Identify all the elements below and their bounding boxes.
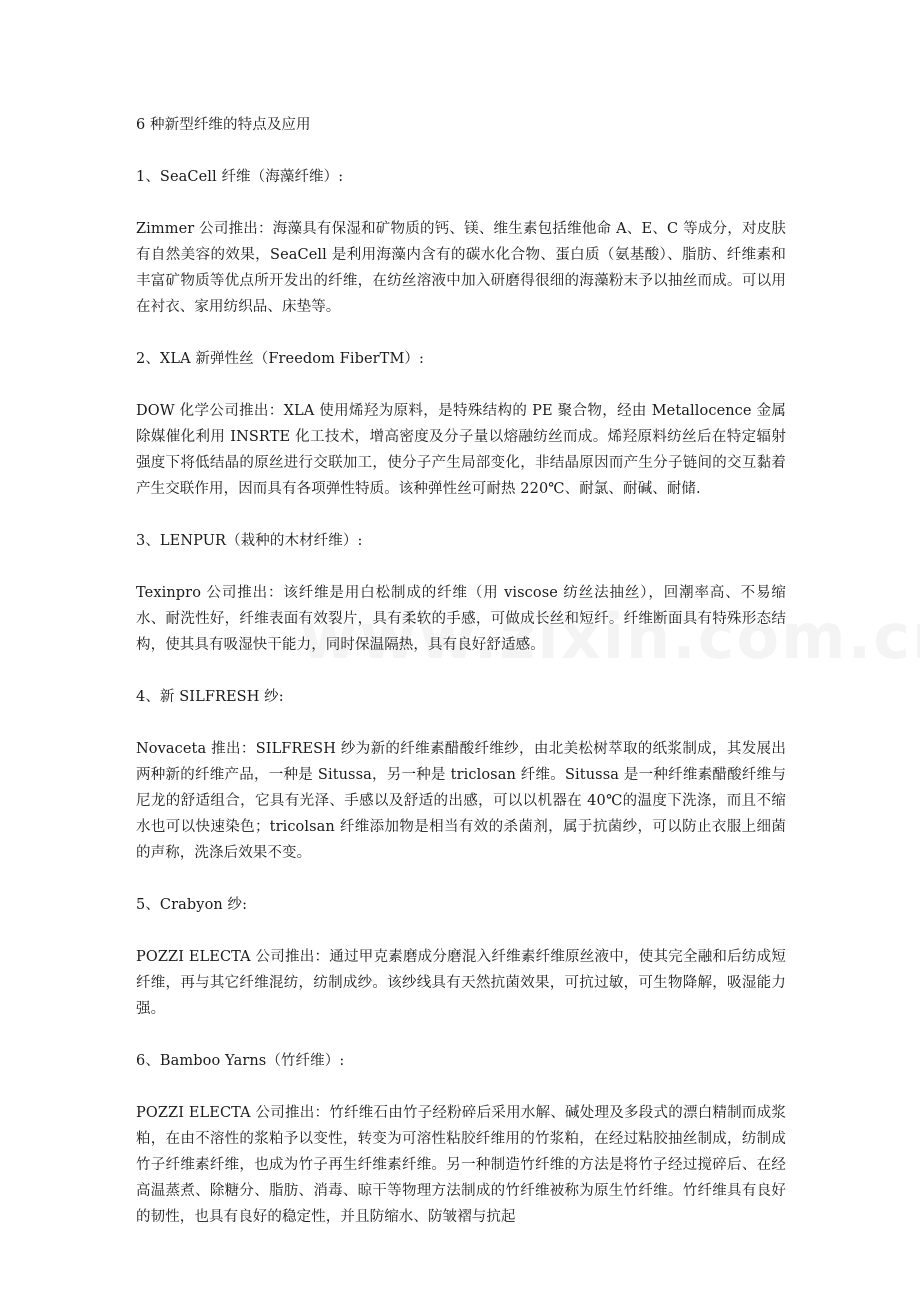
section-body: Zimmer 公司推出：海藻具有保湿和矿物质的钙、镁、维生素包括维他命 A、E、C 等成分，对皮肤有自然美容的效果，SeaCell 是利用海藻内含有的碳水化合物、蛋白质（氨基酸）、脂肪、纤维素和丰富矿物质等优点所开发出的纤维，在纺丝溶液中加入研磨得很细的海藻粉末予以抽丝而成。可以用在衬衣、家用纺织品、床垫等。 (136, 221, 786, 315)
section-body: DOW 化学公司推出：XLA 使用烯羟为原料，是特殊结构的 PE 聚合物，经由 Metallocence 金属除媒催化利用 INSRTE 化工技术，增高密度及分子量以熔融纺丝而成。烯羟原料纺丝后在特定辐射强度下将低结晶的原丝进行交联加工，使分子产生局部变化，非结晶原因而产生分子链间的交互黏着产生交联作用，因而具有各项弹性特质。该种弹性丝可耐热 220℃、耐氯、耐碱、耐储. (136, 403, 786, 497)
section-heading: 2、XLA 新弹性丝（Freedom FiberTM）: (136, 351, 424, 367)
section-body: POZZI ELECTA 公司推出：竹纤维石由竹子经粉碎后采用水解、碱处理及多段式的漂白精制而成浆粕，在由不溶性的浆粕予以变性，转变为可溶性粘胶纤维用的竹浆粕，在经过粘胶抽丝制成，纺制成竹子纤维素纤维，也成为竹子再生纤维素纤维。另一种制造竹纤维的方法是将竹子经过搅碎后、在经高温蒸煮、除糖分、脂肪、消毒、晾干等物理方法制成的竹纤维被称为原生竹纤维。竹纤维具有良好的韧性，也具有良好的稳定性，并且防缩水、防皱褶与抗起 (136, 1105, 786, 1225)
section-heading: 3、LENPUR（栽种的木材纤维）: (136, 533, 363, 549)
section-heading: 1、SeaCell 纤维（海藻纤维）: (136, 169, 344, 185)
section-body: Novaceta 推出：SILFRESH 纱为新的纤维素醋酸纤维纱，由北美松树萃取的纸浆制成，其发展出两种新的纤维产品，一种是 Situssa，另一种是 triclosan 纤维。Situssa 是一种纤维素醋酸纤维与尼龙的舒适组合，它具有光泽、手感以及舒适的出感，可以以机器在 40℃的温度下洗涤，而且不缩水也可以快速染色；tricolsan 纤维添加物是相当有效的杀菌剂，属于抗菌纱，可以防止衣服上细菌的声称，洗涤后效果不变。 (136, 741, 786, 861)
section-heading: 5、Crabyon 纱: (136, 897, 248, 913)
document-title: 6 种新型纤维的特点及应用 (136, 117, 311, 133)
section-body: Texinpro 公司推出：该纤维是用白松制成的纤维（用 viscose 纺丝法抽丝），回潮率高、不易缩水、耐洗性好，纤维表面有效裂片，具有柔软的手感，可做成长丝和短纤。纤维断面具有特殊形态结构，使其具有吸湿快干能力，同时保温隔热，具有良好舒适感。 (136, 585, 786, 653)
document-body (136, 112, 786, 1256)
section-body: POZZI ELECTA 公司推出：通过甲克素磨成分磨混入纤维素纤维原丝液中，使其完全融和后纺成短纤维，再与其它纤维混纺，纺制成纱。该纱线具有天然抗菌效果，可抗过敏，可生物降解，吸湿能力强。 (136, 949, 786, 1017)
section-heading: 6、Bamboo Yarns（竹纤维）: (136, 1053, 345, 1069)
section-heading: 4、新 SILFRESH 纱: (136, 689, 284, 705)
